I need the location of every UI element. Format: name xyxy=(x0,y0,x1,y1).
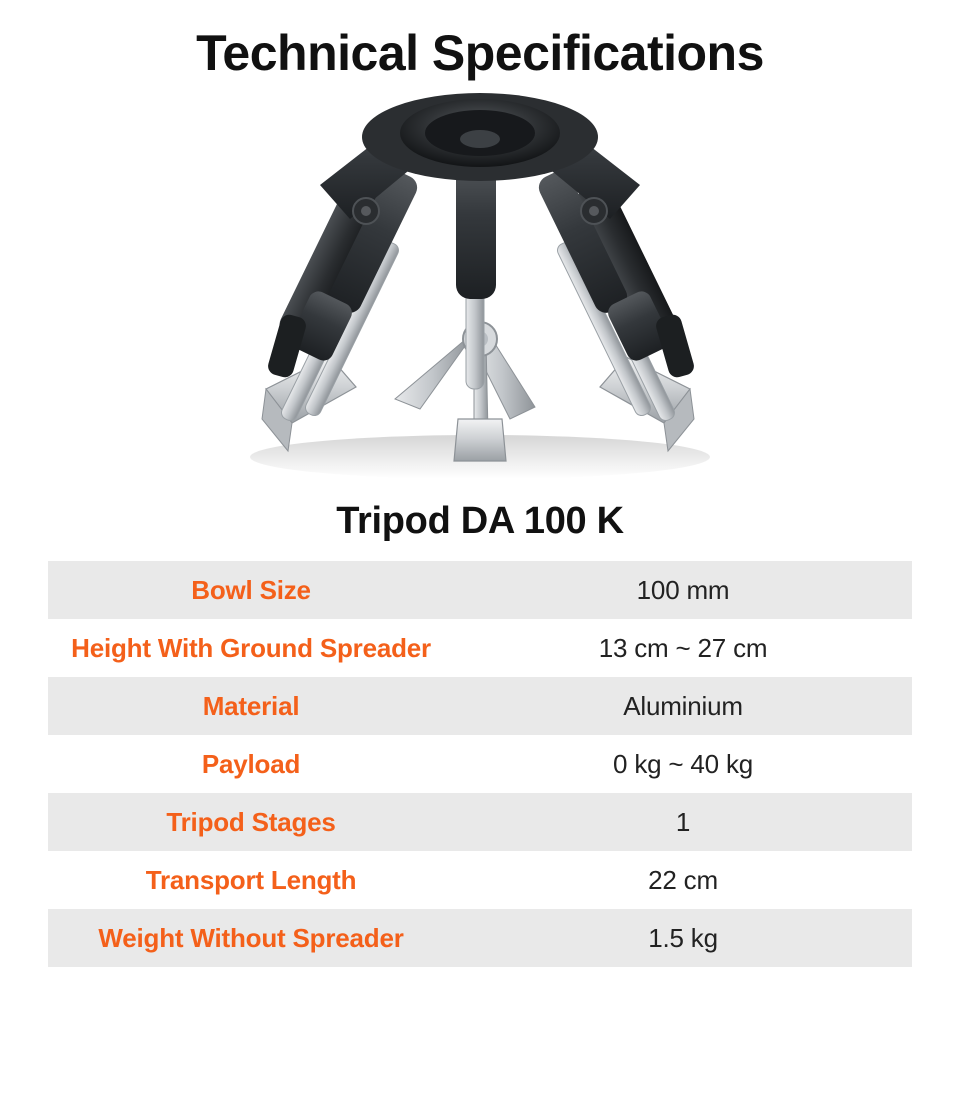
specifications-table xyxy=(48,561,912,967)
spec-label: Tripod Stages xyxy=(166,806,336,837)
table-row xyxy=(48,793,912,851)
tripod-illustration xyxy=(170,89,790,489)
spec-value: 1 xyxy=(675,806,691,837)
table-row xyxy=(48,735,912,793)
page-title: Technical Specifications xyxy=(196,25,764,81)
spec-label: Payload xyxy=(201,748,301,779)
table-row xyxy=(48,851,912,909)
spec-label: Weight Without Spreader xyxy=(98,922,404,953)
table-row xyxy=(48,619,912,677)
table-row xyxy=(48,561,912,619)
spec-label: Bowl Size xyxy=(191,574,311,605)
tripod-product-image xyxy=(170,89,790,489)
spec-value: 13 cm ~ 27 cm xyxy=(598,632,768,663)
spec-value: 22 cm xyxy=(648,864,718,895)
spec-value: Aluminium xyxy=(623,690,743,721)
table-row xyxy=(48,909,912,967)
table-row xyxy=(48,677,912,735)
spec-value: 1.5 kg xyxy=(648,922,718,953)
spec-label: Transport Length xyxy=(145,864,357,895)
spec-label: Material xyxy=(202,690,300,721)
specifications-table-body xyxy=(48,561,912,967)
product-image-area xyxy=(0,81,960,496)
spec-value: 100 mm xyxy=(636,574,730,605)
spec-label: Height With Ground Spreader xyxy=(71,632,431,663)
spec-value: 0 kg ~ 40 kg xyxy=(613,748,754,779)
product-name: Tripod DA 100 K xyxy=(336,500,624,542)
